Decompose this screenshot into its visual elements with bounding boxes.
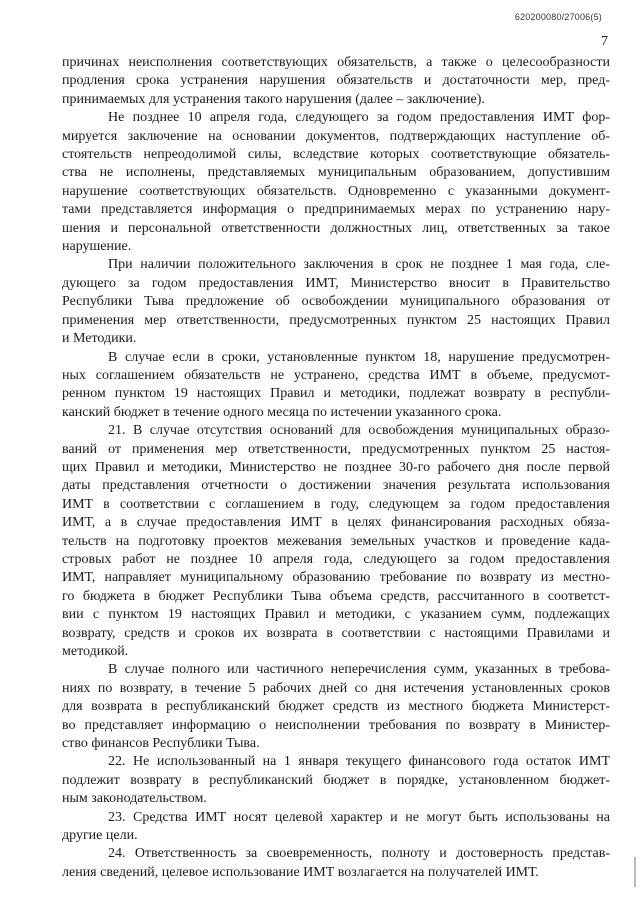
document-code: 620200080/27006(5) xyxy=(514,12,602,22)
paragraph xyxy=(62,422,610,661)
paragraph xyxy=(62,54,610,109)
paragraph-line: Республики Тыва предложение об освобождении муниципального образования от xyxy=(62,294,610,310)
paragraph-line: стровых работ не позднее 10 апреля года, следующего за годом предоставления xyxy=(62,551,610,567)
paragraph-line: вии с пунктом 19 настоящих Правил и методики, с указанием сумм, подлежащих xyxy=(62,607,610,623)
paragraph-line: шения и персональной ответственности должностных лиц, ответственных за такое xyxy=(62,220,610,236)
page-number: 7 xyxy=(601,34,608,49)
paragraph-line: другие цели. xyxy=(62,828,138,844)
paragraph xyxy=(62,845,610,882)
paragraph-line: При наличии положительного заключения в срок не позднее 1 мая года, сле- xyxy=(108,257,610,273)
paragraph-line: ления сведений, целевое использование ИМТ возлагается на получателей ИМТ. xyxy=(62,864,539,880)
paragraph xyxy=(62,256,610,348)
paragraph-line: ство финансов Республики Тыва. xyxy=(62,736,260,752)
paragraph-line: тельств на подготовку проектов межевания земельных участков и проведение када- xyxy=(62,533,610,549)
paragraph-line: В случае если в сроки, установленные пунктом 18, нарушение предусмотрен- xyxy=(108,349,610,365)
paragraph-line: Не позднее 10 апреля года, следующего за годом предоставления ИМТ фор- xyxy=(108,110,610,126)
paragraph-line: ных соглашением обязательств не устранено, средства ИМТ в объеме, предусмот- xyxy=(62,367,610,383)
paragraph-line: ным законодательством. xyxy=(62,791,207,807)
paragraph-line: ниях по возврату, в течение 5 рабочих дней со дня истечения установленных сроков xyxy=(62,680,610,696)
paragraph-line: ИМТ, направляет муниципальному образованию требование по возврату из местно- xyxy=(62,570,610,586)
paragraph-line: дующего за годом предоставления ИМТ, Министерство вносит в Правительство xyxy=(62,275,610,291)
paragraph xyxy=(62,809,610,846)
paragraph-line: нарушение. xyxy=(62,239,132,255)
paragraph-line: 23. Средства ИМТ носят целевой характер и не могут быть использованы на xyxy=(108,809,610,825)
paragraph xyxy=(62,753,610,808)
paragraph xyxy=(62,661,610,753)
paragraph-line: ренном пунктом 19 настоящих Правил и методики, подлежат возврату в республи- xyxy=(62,386,610,402)
paragraph-line: 24. Ответственность за своевременность, полноту и достоверность представ- xyxy=(108,846,610,862)
paragraph-line: ИМТ в соответствии с соглашением в году, следующем за годом предоставления xyxy=(62,496,610,512)
paragraph-line: методикой. xyxy=(62,644,129,659)
paragraph-line: возврату, средств и сроков их возврата в соответствии с настоящими Правилами и xyxy=(62,625,610,641)
paragraph-line: применения мер ответственности, предусмотренных пунктом 25 настоящих Правил xyxy=(62,312,610,328)
paragraph-line: 22. Не использованный на 1 января текущего финансового года остаток ИМТ xyxy=(108,754,610,770)
paragraph-line: даты представления отчетности о достижении значения результата использования xyxy=(62,478,610,494)
paragraph xyxy=(62,109,610,256)
paragraph-line: причинах неисполнения соответствующих обязательств, а также о целесообразности xyxy=(62,55,610,70)
paragraph-line: нарушение соответствующих обязательств. Одновременно с указанными документ- xyxy=(62,183,610,199)
paragraph-line: подлежит возврату в республиканский бюджет в порядке, установленном бюджет- xyxy=(62,772,610,788)
paragraph-line: щих Правил и методики, Министерство не позднее 30-го рабочего дня после первой xyxy=(62,459,610,475)
document-body xyxy=(62,54,610,882)
paragraph-line: продления срока устранения нарушения обязательств и достаточности мер, пред- xyxy=(62,73,610,89)
paragraph xyxy=(62,349,610,423)
paragraph-line: канский бюджет в течение одного месяца по истечении указанного срока. xyxy=(62,404,502,420)
paragraph-line: ваний от применения мер ответственности, предусмотренных пунктом 25 настоя- xyxy=(62,441,610,457)
paragraph-line: 21. В случае отсутствия оснований для освобождения муниципальных образо- xyxy=(108,423,610,439)
paragraph-line: во представляет информацию о неисполнении требования по возврату в Министер- xyxy=(62,717,610,733)
paragraph-line: и Методики. xyxy=(62,331,137,347)
scan-edge-mark xyxy=(634,857,636,887)
paragraph-line: ИМТ, а в случае предоставления ИМТ в целях финансирования расходных обяза- xyxy=(62,515,610,531)
paragraph-line: принимаемых для устранения такого нарушения (далее – заключение). xyxy=(62,91,485,107)
paragraph-line: го бюджета в бюджет Республики Тыва объема средств, рассчитанного в соответст- xyxy=(62,588,610,604)
paragraph-line: В случае полного или частичного неперечисления сумм, указанных в требова- xyxy=(108,662,610,678)
paragraph-line: для возврата в республиканский бюджет средств из местного бюджета Министерст- xyxy=(62,699,610,715)
paragraph-line: мируется заключение на основании документов, подтверждающих наступление об- xyxy=(62,128,610,144)
paragraph-line: стоятельств непреодолимой силы, вследствие которых соответствующие обязатель- xyxy=(62,147,610,163)
paragraph-line: тами представляется информация о предпринимаемых мерах по устранению нару- xyxy=(62,202,610,218)
paragraph-line: ства не исполнены, представляемых муниципальным образованием, допустившим xyxy=(62,165,610,181)
